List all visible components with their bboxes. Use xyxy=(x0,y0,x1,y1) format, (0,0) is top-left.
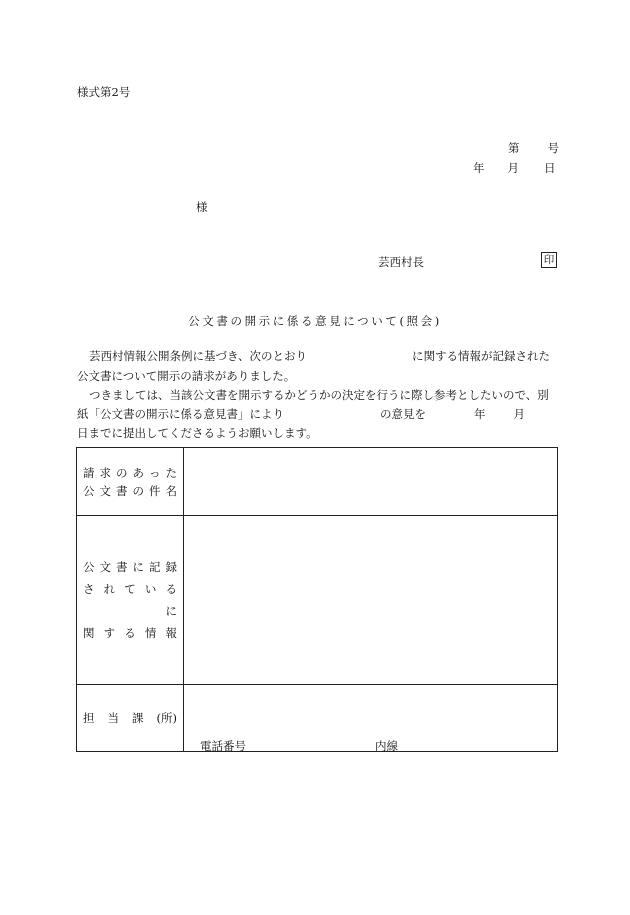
label-requested-document: 請 求 の あ っ た 公 文 書 の 件 名 xyxy=(77,448,184,516)
date-year: 年 xyxy=(473,161,485,175)
doc-number-dai: 第 xyxy=(508,141,520,155)
date-month: 月 xyxy=(507,161,519,175)
table-row-request xyxy=(77,448,558,516)
body-line-4b: の意見を xyxy=(380,407,426,421)
body-line-1 xyxy=(77,348,550,364)
value-recorded-info[interactable] xyxy=(184,516,558,685)
document-number xyxy=(508,140,559,156)
info-table xyxy=(76,447,558,752)
label-department: 担 当 課 (所) xyxy=(77,685,184,752)
phone-label: 電話番号 xyxy=(200,739,246,753)
extension-label: 内線 xyxy=(375,739,398,753)
date-day: 日 xyxy=(544,161,556,175)
body-line-4c: 年 xyxy=(474,407,486,421)
table-row-info xyxy=(77,516,558,685)
seal-mark: 印 xyxy=(541,252,557,268)
body-line-2: 公文書について開示の請求がありました。 xyxy=(77,369,296,383)
doc-number-go: 号 xyxy=(547,141,559,155)
body-line-5: 日までに提出してくださるようお願いします。 xyxy=(77,426,318,440)
body-line-3-text: つきましては、当該公文書を開示するかどうかの決定を行うに際し参考としたいので、別 xyxy=(89,388,549,402)
body-line-1a: 芸西村情報公開条例に基づき、次のとおり xyxy=(89,349,308,363)
body-line-4d: 月 xyxy=(513,407,525,421)
addressee: 様 xyxy=(196,200,208,214)
date xyxy=(473,160,556,176)
value-requested-document[interactable] xyxy=(184,448,558,516)
body-line-4 xyxy=(77,406,525,422)
body-line-4a: 紙「公文書の開示に係る意見書」により xyxy=(77,407,284,421)
table-row-department xyxy=(77,685,558,752)
form-number: 様式第2号 xyxy=(77,85,131,99)
body-line-1b: に関する情報が記録された xyxy=(412,349,551,363)
body-line-3 xyxy=(77,387,549,403)
sender: 芸西村長 xyxy=(378,255,424,269)
document-title: 公文書の開示に係る意見について(照会) xyxy=(188,314,442,328)
label-recorded-info: 公 文 書 に 記 録 さ れ て い る に 関 す る 情 報 xyxy=(77,516,184,685)
